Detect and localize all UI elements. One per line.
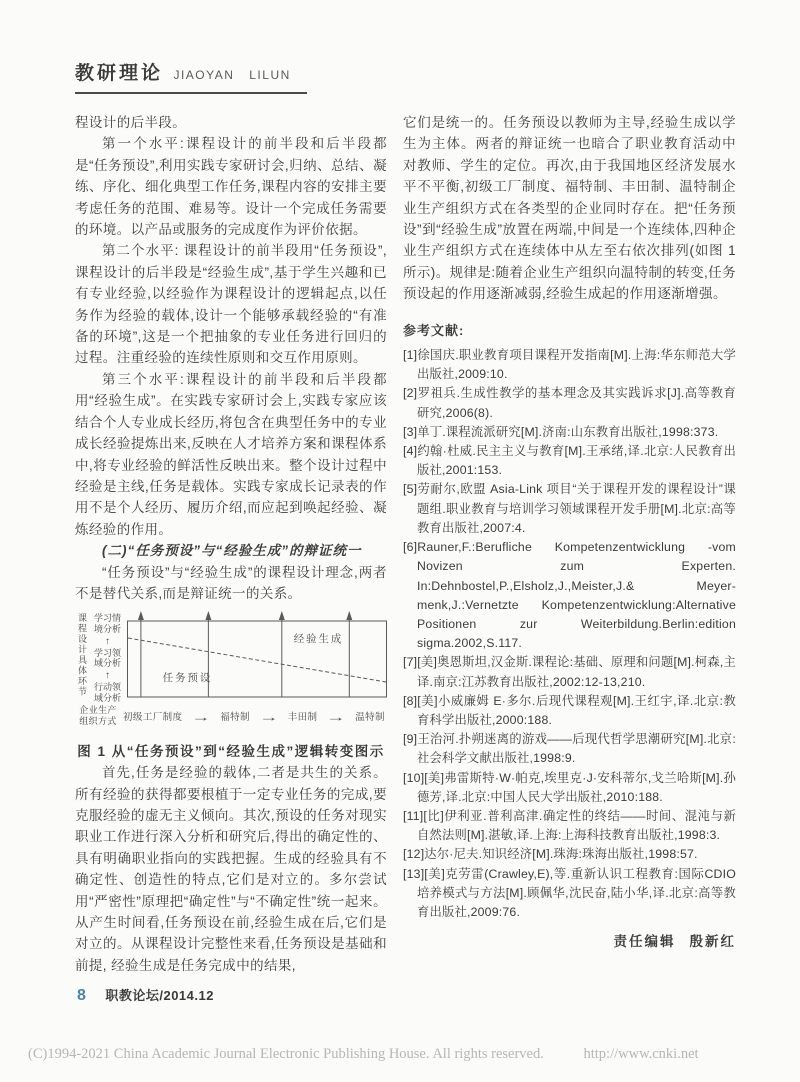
section-title: 教研理论 <box>75 63 164 84</box>
editor-name: 殷新红 <box>689 934 736 950</box>
reference-item: [7][美]奥恩斯坦,汉金斯.课程论:基础、原理和问题[M].柯森,主译.南京:江苏教育出版社,2002:12-13,210. <box>403 655 736 689</box>
reference-item: [11][比]伊利亚.普利高津.确定性的终结——时间、混沌与新自然法则[M].湛敏,译.上海:上海科技教育出版社,1998:3. <box>403 808 736 843</box>
stage-label: 学习情境分析 <box>93 613 121 634</box>
up-arrow-icon: ↑ <box>105 635 110 647</box>
region-label-experience: 经验生成 <box>293 634 344 646</box>
reference-item: [6]Rauner,F.:Berufliche Kompetenzentwicklung -vom Novizen zum Experten. In:Dehnbostel,P.,Elsholz,J.,Meister,J.& Meyer-menk,J.:Vernetzte Kompetenzentwicklung:Alternative Positionen zur Weiterbildung.Berlin:edition sigma.2002,S.117. <box>403 540 736 651</box>
figure-stage-labels <box>88 609 127 703</box>
left-column <box>75 112 387 976</box>
figure-caption-number: 图 1 <box>77 743 107 759</box>
paragraph: “任务预设”与“经验生成”的课程设计理念,两者不是替代关系,而是辩证统一的关系。 <box>75 564 387 601</box>
reference-item: [1]徐国庆.职业教育项目课程开发指南[M].上海:华东师范大学出版社,2009:10. <box>403 348 736 382</box>
paragraph: 第三个水平:课程设计的前半段和后半段都用“经验生成”。在实践专家研讨会上,实践专家应该结合个人专业成长经历,将包含在典型任务中的专业成长经验提炼出来,反映在人才培养方案和课程体系中,将专业经验的鲜活性反映出来。整个设计过程中经验是主线,任务是载体。实践专家成长记录表的作用不是个人经历、履历介绍,而应起到唤起经验、凝炼经验的作用。 <box>75 371 387 537</box>
stage-label: 行动领域分析 <box>93 682 121 703</box>
reference-item: [5]劳耐尔,欧盟 Asia-Link 项目“关于课程开发的课程设计”课题组.职业教育与培训学习领域课程开发手册[M].北京:高等教育出版社,2007:4. <box>403 482 736 535</box>
figure-x-axis <box>75 705 387 728</box>
up-arrow-icon: ↑ <box>105 670 110 682</box>
region-label-task: 任务预设 <box>162 673 213 685</box>
reference-item: [10][美]弗雷斯特·W·帕克,埃里克·J·安科蒂尔,戈兰哈斯[M].孙德芳,译.北京:中国人民大学出版社,2010:188. <box>403 770 736 804</box>
subsection-heading: (二)“任务预设”与“经验生成”的辩证统一 <box>102 543 362 559</box>
figure-x-axis-label: 企业生产组织方式 <box>79 705 117 726</box>
x-category: 丰田制 <box>287 712 318 724</box>
figure-1 <box>75 609 387 762</box>
journal-name-issue: 职教论坛/2014.12 <box>105 988 214 1003</box>
paragraph: 它们是统一的。任务预设以教师为主导,经验生成以学生为主体。两者的辩证统一也暗合了职业教育活动中对教师、学生的定位。再次,由于我国地区经济发展水平不平衡,初级工厂制度、福特制、丰田制、温特制企业生产组织方式在各类型的企业同时存在。把“任务预设”到“经验生成”放置在两端,中间是一个连续体,四种企业生产组织方式在连续体中从左至右依次排列(如图 1 所示)。规律是:随着企业生产组织向温特制的转变,任务预设起的作用逐渐减弱,经验生成起的作用逐渐增强。 <box>403 115 736 302</box>
stage-label: 学习领域分析 <box>93 647 121 669</box>
figure-caption-text: 从“任务预设”到“经验生成”逻辑转变图示 <box>111 743 385 759</box>
reference-item: [13][美]克劳雷(Crawley,E),等.重新认识工程教育:国际CDIO 培养模式与方法[M].顾佩华,沈民奋,陆小华,译.北京:高等教育出版社,2009:76. <box>403 866 736 919</box>
figure-diagram <box>127 609 387 703</box>
figure-caption <box>75 741 387 762</box>
figure-plot-area <box>75 609 387 703</box>
page-number: 8 <box>77 987 86 1004</box>
paragraph: 第二个水平: 课程设计的前半段用“任务预设”,课程设计的后半段是“经验生成”,基于学生兴趣和已有专业经验,以经验作为课程设计的逻辑起点,以任务作为经验的载体,设计一个能够承载经验的“有准备的环境”,这是一个把抽象的专业任务进行回归的过程。注重经验的连续性原则和交互作用原则。 <box>75 243 387 366</box>
right-arrow-icon: → <box>191 710 212 725</box>
reference-item: [8][美]小威廉姆 E·多尔.后现代课程观[M].王红宇,译.北京:教育科学出版社,2000:188. <box>403 693 736 727</box>
right-arrow-icon: → <box>258 710 279 725</box>
editor-label: 责任编辑 <box>613 934 676 950</box>
reference-item: [9]王治河.扑朔迷离的游戏——后现代哲学思潮研究[M].北京:社会科学文献出版社,1998:9. <box>403 732 736 766</box>
figure-y-axis-label: 课程设计具体环节 <box>77 613 87 698</box>
right-arrow-icon: → <box>326 710 347 725</box>
copyright-notice <box>28 1046 772 1063</box>
copyright-text: (C)1994-2021 China Academic Journal Electronic Publishing House. All rights reserved. <box>28 1046 544 1062</box>
page-footer <box>77 985 214 1005</box>
reference-item: [3]单丁.课程流派研究[M].济南:山东教育出版社,1998:373. <box>403 424 719 439</box>
reference-item: [12]达尔·尼夫.知识经济[M].珠海:珠海出版社,1998:57. <box>403 847 698 862</box>
reference-item: [2]罗祖兵.生成性教学的基本理念及其实践诉求[J].高等教育研究,2006(8). <box>403 386 736 420</box>
paragraph: 第一个水平:课程设计的前半段和后半段都是“任务预设”,利用实践专家研讨会,归纳、总结、凝练、序化、细化典型工作任务,课程内容的安排主要考虑任务的范围、难易等。设计一个完成任务需要的环境。以产品或服务的完成度作为评价依据。 <box>75 136 387 238</box>
figure-x-categories <box>121 705 387 728</box>
references-heading: 参考文献: <box>403 322 465 338</box>
x-category: 福特制 <box>220 712 250 724</box>
paragraph: 程设计的后半段。 <box>75 115 187 130</box>
reference-item: [4]约翰·杜威.民主主义与教育[M].王承绪,译.北京:人民教育出版社,2001:153. <box>403 444 736 478</box>
managing-editor-line <box>403 931 736 952</box>
cnki-url: http://www.cnki.net <box>583 1046 699 1062</box>
right-column <box>403 112 736 953</box>
page-header <box>75 58 307 94</box>
paragraph: 首先,任务是经验的载体,二者是共生的关系。所有经验的获得都要根植于一定专业任务的完成,要克服经验的虚无主义倾向。其次,预设的任务对现实职业工作进行深入分析和研究后,得出的确定性的、具有明确职业指向的实践把握。生成的经验具有不确定性、创造性的特点,它们是对立的。多尔尝试用“严密性”原理把“确定性”与“不确定性”统一起来。从产生时间看,任务预设在前,经验生成在后,它们是对立的。从课程设计完整性来看,任务预设是基础和前提, 经验生成是任务完成中的结果, <box>75 765 387 973</box>
x-category: 温特制 <box>355 712 385 724</box>
section-title-pinyin: JIAOYAN LILUN <box>173 68 291 82</box>
x-category: 初级工厂制度 <box>123 712 183 724</box>
